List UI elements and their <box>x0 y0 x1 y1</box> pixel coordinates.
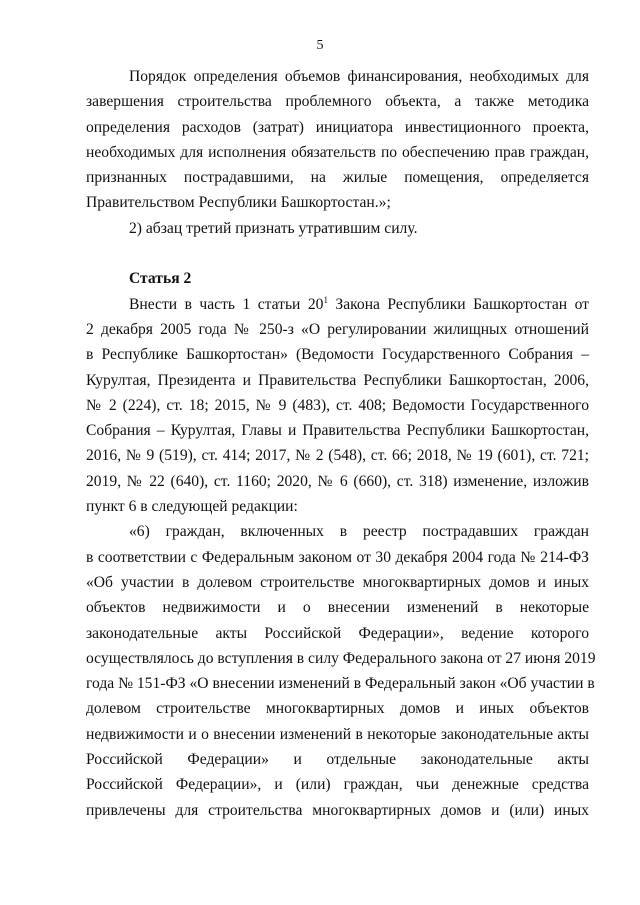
text-line: 2 декабря 2005 года № 250-з «О регулировании жилищных отношений <box>86 320 589 338</box>
text-line: Курултая, Президента и Правительства Республики Башкортостан, 2006, <box>86 371 589 389</box>
intro-text: Внести в часть 1 статьи 20 <box>129 295 324 313</box>
text-line: привлечены для строительства многоквартирных домов и (или) иных <box>86 801 589 819</box>
text-line: недвижимости и о внесении изменений в некоторые законодательные акты <box>86 725 589 743</box>
text-line: Российской Федерации», и (или) граждан, чьи денежные средства <box>86 776 589 794</box>
text-line: законодательные акты Российской Федерации», ведение которого <box>86 624 589 642</box>
paragraph-abzac-third: 2) абзац третий признать утратившим силу. <box>129 219 418 237</box>
spacer <box>86 241 589 266</box>
text-line: пункт 6 в следующей редакции: <box>86 498 298 516</box>
document-body <box>86 64 596 823</box>
text-line: Собрания – Курултая, Главы и Правительства Республики Башкортостан, <box>86 422 589 440</box>
article-heading: Статья 2 <box>129 270 192 288</box>
text-line: № 2 (224), ст. 18; 2015, № 9 (483), ст. 408; Ведомости Государственного <box>86 396 589 414</box>
paragraph-financing-procedure <box>86 64 589 216</box>
text-line: «Об участии в долевом строительстве многоквартирных домов и иных <box>86 573 589 591</box>
text-line: в соответствии с Федеральным законом от 30 декабря 2004 года № 214-ФЗ <box>86 548 589 566</box>
text-line: Правительством Республики Башкортостан.»; <box>86 194 391 212</box>
text-line: осуществлялось до вступления в силу Федерального закона от 27 июня 2019 <box>86 649 596 667</box>
text-line-intro <box>86 292 589 317</box>
text-line: признанных пострадавшими, на жилые помещения, определяется <box>86 169 589 187</box>
text-line: объектов недвижимости и о внесении изменений в некоторые <box>86 599 589 617</box>
text-line: «6) граждан, включенных в реестр пострадавших граждан <box>129 523 589 541</box>
page-number: 5 <box>316 38 324 53</box>
paragraph-article-2 <box>86 292 589 520</box>
text-line: в Республике Башкортостан» (Ведомости Государственного Собрания – <box>86 346 589 364</box>
text-line: 2019, № 22 (640), ст. 1160; 2020, № 6 (660), ст. 318) изменение, изложив <box>86 472 589 490</box>
text-line: Российской Федерации» и отдельные законодательные акты <box>86 751 589 769</box>
intro-text-tail: Закона Республики Башкортостан от <box>327 295 589 313</box>
text-line: завершения строительства проблемного объекта, а также методика <box>86 93 589 111</box>
text-line: долевом строительстве многоквартирных домов и иных объектов <box>86 700 589 718</box>
text-line: Порядок определения объемов финансирования, необходимых для <box>129 68 589 85</box>
text-line: определения расходов (затрат) инициатора инвестиционного проекта, <box>86 118 589 136</box>
text-line: 2016, № 9 (519), ст. 414; 2017, № 2 (548), ст. 66; 2018, № 19 (601), ст. 721; <box>86 447 589 465</box>
paragraph-point-6-quote <box>86 519 596 823</box>
superscript: 1 <box>323 294 328 305</box>
text-line: необходимых для исполнения обязательств по обеспечению прав граждан, <box>86 143 589 161</box>
text-line: года № 151-ФЗ «О внесении изменений в Федеральный закон «Об участии в <box>86 675 595 693</box>
